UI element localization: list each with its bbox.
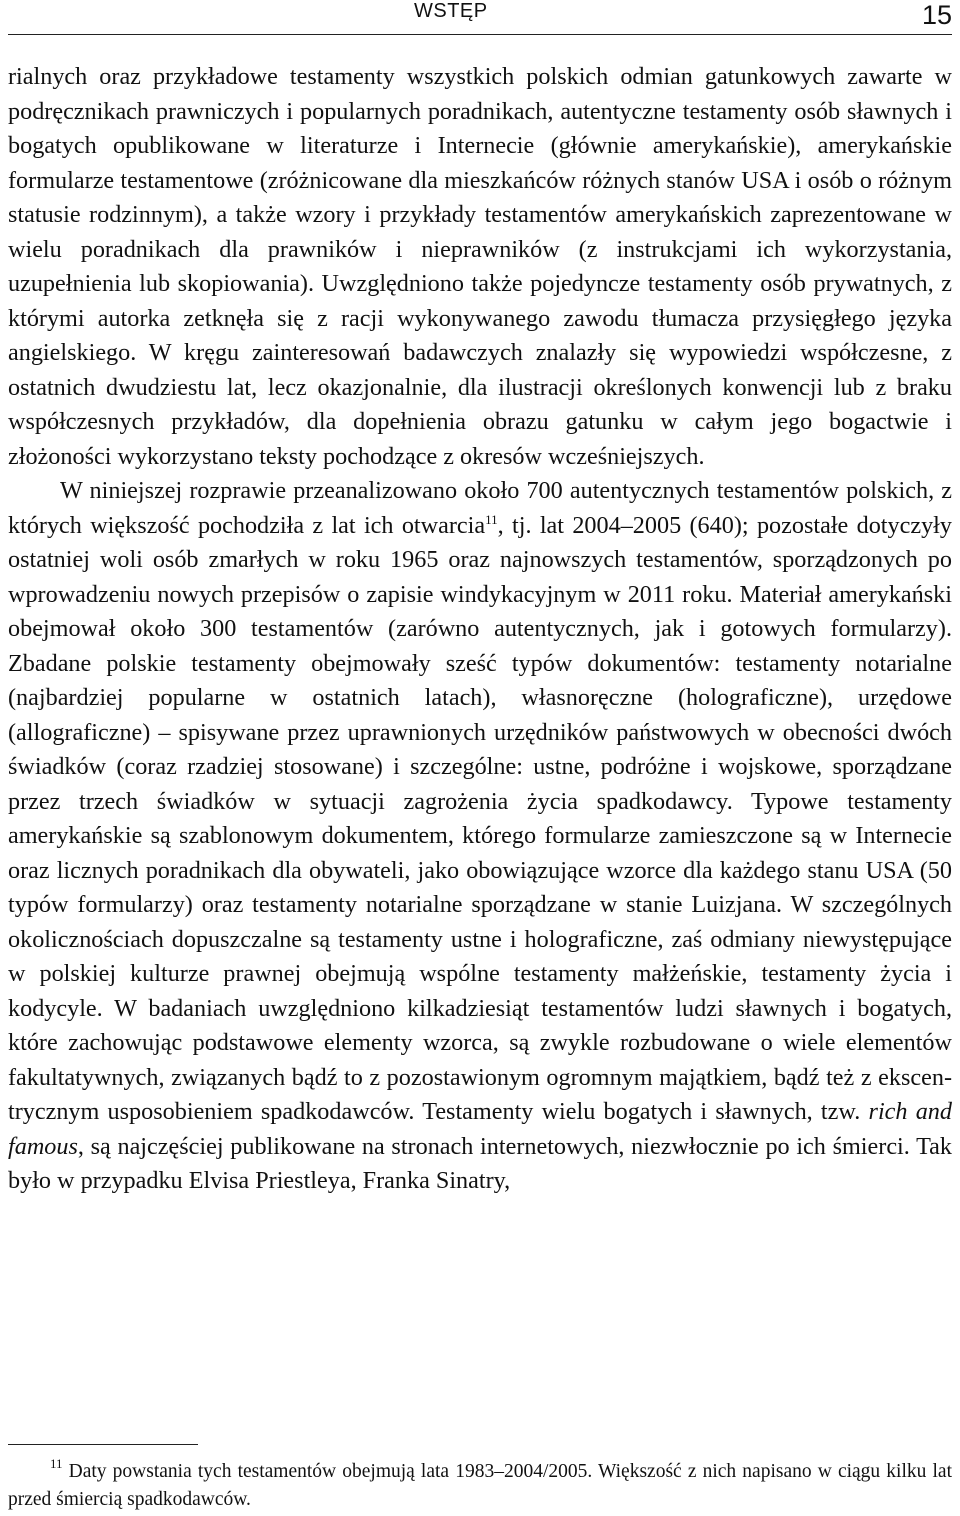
paragraph-2-text-b: , tj. lat 2004–2005 (640); pozostałe dotyczyły ostatniej woli osób zmarłych w roku 1965 oraz najnowszych testamentów, sporządzonych po wprowadzeniu nowych przepisów o zapisie windykacyjnym w 2011 roku. Materiał amerykański obejmował około 300 testamentów (zarówno autentycznych, jak i gotowych formularzy). Zbadane polskie testamenty obejmowały sześć typów dokumentów: testamenty notarialne (najbardziej popularne w ostatnich latach), własnoręczne (holograficzne), urzędowe (allograficzne) – spisywane przez uprawnionych urzędników państwowych w obecności dwóch świadków (coraz rzadziej stosowane) i szczególne: ustne, podróżne i wojskowe, sporządzane przez trzech świadków w sytuacji zagrożenia życia spadkodawcy. Typowe testamenty amerykańskie są szablonowym dokumentem, którego formularze zamieszczone są w Internecie oraz licznych poradnikach dla obywateli, jako obowiązujące wzorce dla każdego stanu USA (50 typów formularzy) oraz testamenty notarialne sporządzane w stanie Luizjana. W szczególnych okolicznościach dopuszczalne są testamenty ustne i holograficzne, zaś odmiany niewystępujące w polskiej kulturze prawnej obejmują wspólne testamenty małżeńskie, testamenty życia i kodycyle. W badaniach uwzględniono kilkadziesiąt testamentów ludzi sławnych i bogatych, które zachowując podstawowe elementy wzorca, są zwykle rozbudowane o wiele elementów fakultatywnych, związanych bądź to z pozostawionym ogromnym majątkiem, bądź też z ekscentrycznym usposobieniem spadkodawców. Testamenty wielu bogatych i sławnych, tzw. [8,511,952,1125]
italic-phrase: rich and famous [8,1098,952,1160]
body-text [8,60,952,1199]
paragraph-2-text-a: W niniejszej rozprawie przeanalizowano około 700 autentycznych testamentów polskich, z których większość pochodziła z lat ich otwarcia [8,477,952,539]
footnote-divider [8,1444,198,1445]
footnote [8,1458,952,1514]
paragraph-2-text-c: , są najczęściej publikowane na stronach internetowych, niezwłocznie po ich śmierci. Tak było w przypadku Elvisa Priestleya, Franka Sinatry, [8,1132,952,1194]
chapter-title: WSTĘP [414,0,488,22]
page-number: 15 [921,0,952,30]
footnote-reference: 11 [485,511,498,527]
footnote-text: Daty powstania tych testamentów obejmują lata 1983–2004/2005. Większość z nich napisano w ciągu kilku lat przed śmiercią spadkodawców. [8,1461,952,1510]
paragraph-1-text: rialnych oraz przykładowe testamenty wszystkich polskich odmian gatunkowych zawarte w podręcznikach prawniczych i popularnych poradnikach, autentyczne testamenty osób sławnych i bogatych opublikowane w literaturze i Internecie (głównie amerykańskie), amerykańskie formularze testamentowe (zróżnicowane dla mieszkańców różnych stanów USA i osób o różnym statusie rodzinnym), a także wzory i przykłady testamentów amerykańskich zaprezentowane w wielu poradnikach dla prawników i nieprawników (z instrukcjami ich wykorzystania, uzupełnienia lub skopiowania). Uwzględniono także pojedyncze testamenty osób prywatnych, z którymi autorka zetknęła się z racji wykonywanego zawodu tłumacza przysięgłego języka angielskiego. W kręgu zainteresowań badawczych znalazły się wypowiedzi współczesne, z ostatnich dwudziestu lat, lecz okazjonalnie, dla ilustracji określonych konwencji lub z braku współczesnych przykładów, dla dopełnienia obrazu gatunku w całym jego bogactwie i złożoności wykorzystano teksty pochodzące z okresów wcześniejszych. [8,63,952,470]
paragraph-2 [8,474,952,1199]
paragraph-1 [8,60,952,474]
footnote-number: 11 [50,1456,63,1471]
running-header [8,0,952,35]
